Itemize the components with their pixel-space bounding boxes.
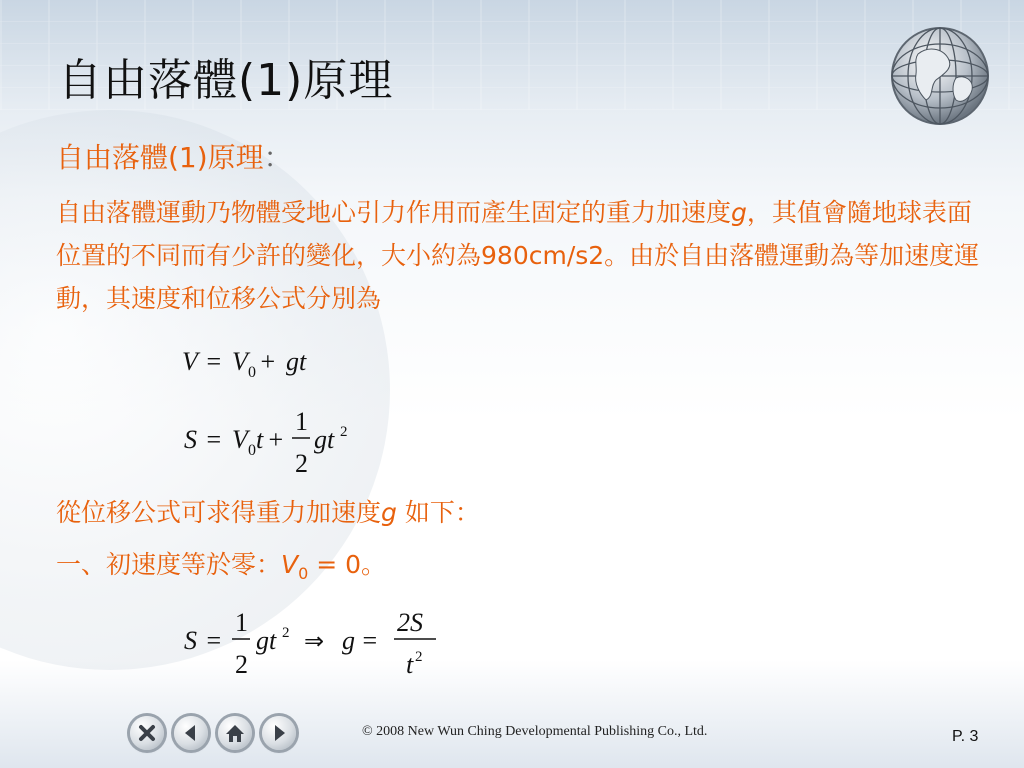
eq2-numerator: 1 bbox=[295, 407, 308, 436]
eq3-equals: = bbox=[200, 626, 228, 655]
home-button[interactable] bbox=[218, 716, 252, 750]
eq1-gt: gt bbox=[286, 347, 307, 376]
eq3-exponent: 2 bbox=[282, 625, 290, 641]
eq3-equals-2: = bbox=[356, 626, 384, 655]
slide-title: 自由落體(1)原理 bbox=[58, 55, 394, 106]
solved-g-equation bbox=[182, 605, 452, 685]
globe-logo-icon bbox=[884, 24, 996, 128]
section-heading-colon: ： bbox=[263, 141, 292, 174]
previous-icon bbox=[174, 716, 208, 750]
close-icon bbox=[130, 716, 164, 750]
eq1-equals: = bbox=[200, 347, 228, 376]
initial-velocity-after: = 0。 bbox=[308, 550, 387, 579]
eq2-gt: gt bbox=[314, 425, 335, 454]
derive-g-symbol: g bbox=[381, 498, 397, 527]
eq3-g: g bbox=[342, 626, 355, 655]
initial-velocity-sub: 0 bbox=[298, 564, 309, 583]
initial-velocity-paragraph bbox=[56, 543, 996, 595]
velocity-equation bbox=[180, 340, 340, 386]
eq2-v0: V bbox=[232, 425, 248, 454]
eq2-lhs: S bbox=[184, 425, 197, 454]
initial-velocity-v: V bbox=[281, 550, 299, 579]
eq3-lhs: S bbox=[184, 626, 197, 655]
intro-text-after-g: ，其值會隨地球表面位置的不同而有少許的變化，大小約為980cm/s2。由於自由落體運動為等加速度運動，其速度和位移公式分別為 bbox=[56, 198, 980, 313]
eq1-lhs: V bbox=[182, 347, 198, 376]
next-button[interactable] bbox=[262, 716, 296, 750]
eq3-numerator: 1 bbox=[235, 608, 248, 637]
next-icon bbox=[262, 716, 296, 750]
eq2-exponent: 2 bbox=[340, 424, 348, 440]
intro-text-before-g: 自由落體運動乃物體受地心引力作用而產生固定的重力加速度 bbox=[56, 198, 732, 227]
eq1-sub0: 0 bbox=[248, 364, 256, 381]
implies-arrow: ⇒ bbox=[304, 627, 325, 655]
eq3-exponent-2: 2 bbox=[415, 649, 423, 665]
derive-g-paragraph bbox=[56, 491, 996, 534]
eq2-t: t bbox=[256, 425, 264, 454]
intro-paragraph bbox=[56, 191, 996, 320]
intro-g-symbol: g bbox=[731, 198, 747, 227]
home-icon bbox=[218, 716, 252, 750]
eq3-numerator-2: 2S bbox=[397, 608, 423, 637]
eq3-denominator-2: t bbox=[406, 650, 414, 679]
initial-velocity-text: 一、初速度等於零： bbox=[56, 550, 282, 579]
section-heading bbox=[56, 136, 292, 176]
eq1-v0: V bbox=[232, 347, 248, 376]
eq2-sub0: 0 bbox=[248, 442, 256, 459]
displacement-equation bbox=[182, 402, 372, 484]
copyright-text: © 2008 New Wun Ching Developmental Publishing Co., Ltd. bbox=[362, 724, 708, 739]
page-number: P. 3 bbox=[952, 728, 979, 745]
derive-after-text: 如下： bbox=[396, 498, 480, 527]
previous-button[interactable] bbox=[174, 716, 208, 750]
section-heading-text: 自由落體(1)原理 bbox=[56, 141, 264, 174]
eq3-denominator: 2 bbox=[235, 650, 248, 679]
eq1-plus: + bbox=[254, 347, 282, 376]
eq2-denominator: 2 bbox=[295, 449, 308, 478]
eq3-gt: gt bbox=[256, 626, 277, 655]
eq2-plus: + bbox=[262, 425, 290, 454]
close-button[interactable] bbox=[130, 716, 164, 750]
eq2-equals: = bbox=[200, 425, 228, 454]
derive-text: 從位移公式可求得重力加速度 bbox=[56, 498, 382, 527]
